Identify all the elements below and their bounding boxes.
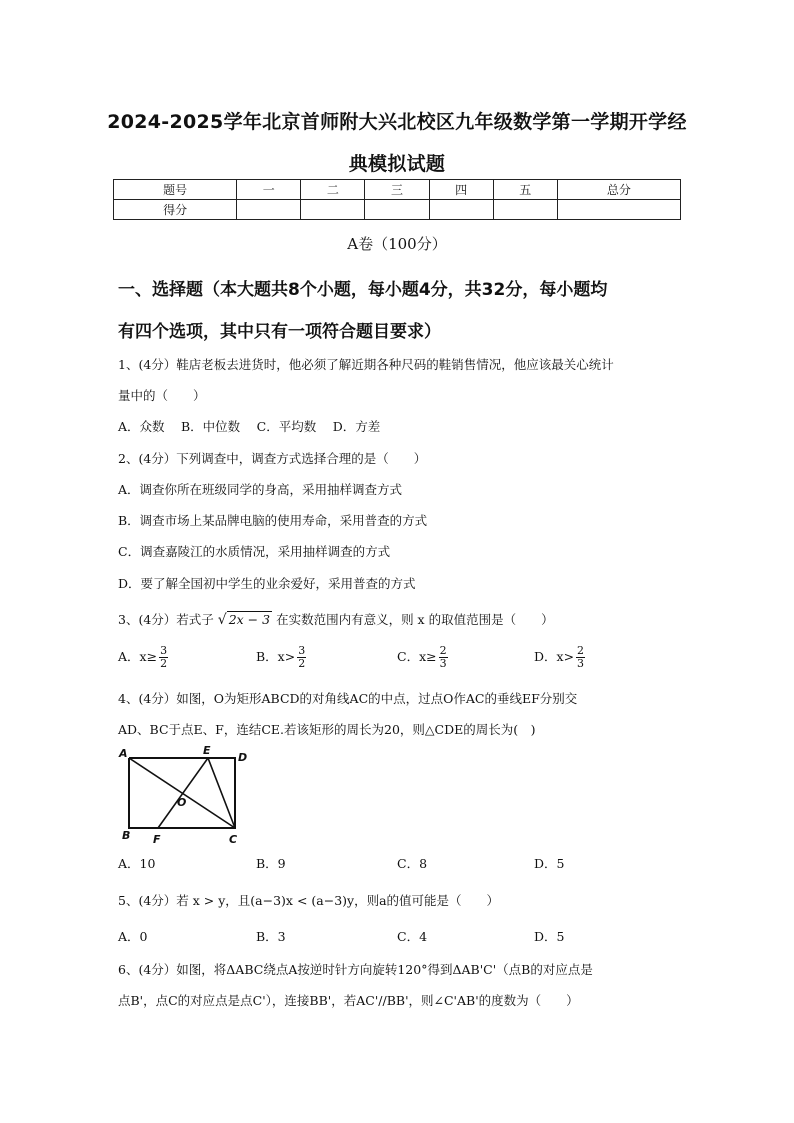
q6-stem-line1: 6、(4分）如图，将ΔABC绕点A按逆时针方向旋转120°得到ΔAB'C'（点B的对应点是 bbox=[118, 962, 593, 977]
exam-title-line2: 典模拟试题 bbox=[348, 153, 446, 175]
line-ef bbox=[158, 758, 208, 828]
q3-suffix: 在实数范围内有意义，则 x 的取值范围是（ ） bbox=[276, 612, 554, 627]
fraction-numerator: 2 bbox=[577, 644, 585, 657]
score-table-score-row bbox=[114, 200, 681, 220]
point-e-label: E bbox=[203, 744, 211, 757]
q5-option-b: B．3 bbox=[256, 929, 286, 944]
q1-options: A．众数 B．中位数 C．平均数 D．方差 bbox=[118, 419, 381, 434]
q3-prefix: 3、(4分）若式子 bbox=[118, 612, 214, 627]
score-table bbox=[113, 179, 681, 220]
q4-stem-line1: 4、(4分）如图，O为矩形ABCD的对角线AC的中点，过点O作AC的垂线EF分别交 bbox=[118, 691, 578, 706]
q4-stem-line2: AD、BC于点E、F，连结CE.若该矩形的周长为20，则△CDE的周长为( ) bbox=[118, 722, 536, 737]
q3-radicand: 2x − 3 bbox=[228, 612, 271, 627]
q2-stem: 2、(4分）下列调查中，调查方式选择合理的是（ ） bbox=[118, 451, 427, 466]
q2-option-d: D．要了解全国初中学生的业余爱好，采用普查的方式 bbox=[118, 576, 416, 591]
score-table-header-cell: 二 bbox=[301, 180, 365, 200]
q3-option-d bbox=[534, 645, 585, 670]
q4-option-c: C．8 bbox=[397, 856, 428, 871]
q1-stem-line1: 1、(4分）鞋店老板去进货时，他必须了解近期各种尺码的鞋销售情况，他应该最关心统计 bbox=[118, 357, 614, 372]
score-table-header-cell: 三 bbox=[365, 180, 429, 200]
diagonal-ac bbox=[129, 758, 235, 828]
q3-option-b bbox=[256, 645, 306, 670]
score-table-header-row bbox=[114, 180, 681, 200]
q5-stem: 5、(4分）若 x > y，且(a−3)x < (a−3)y，则a的值可能是（ ） bbox=[118, 893, 500, 908]
fraction-denominator: 2 bbox=[298, 657, 306, 670]
rectangle-figure bbox=[115, 744, 255, 850]
section1-heading-line1: 一、选择题（本大题共8个小题，每小题4分，共32分，每小题均 bbox=[118, 280, 608, 300]
q1-stem-line2: 量中的（ ） bbox=[118, 388, 206, 403]
q3-option-c bbox=[397, 645, 448, 670]
score-table-header-cell: 一 bbox=[237, 180, 301, 200]
section1-heading-line2: 有四个选项，其中只有一项符合题目要求） bbox=[118, 322, 441, 342]
fraction-denominator: 3 bbox=[577, 657, 585, 670]
point-o-label: O bbox=[177, 796, 187, 809]
score-table-header-cell: 五 bbox=[493, 180, 557, 200]
q5-option-a: A．0 bbox=[118, 929, 148, 944]
score-cell bbox=[365, 200, 429, 220]
q3-stem: 3、(4分）若式子 √ 2x − 3 在实数范围内有意义，则 x 的取值范围是（ ） bbox=[118, 612, 554, 628]
fraction-numerator: 3 bbox=[160, 644, 168, 657]
fraction-denominator: 2 bbox=[160, 657, 168, 670]
fraction-denominator: 3 bbox=[439, 657, 447, 670]
q3-option-label: A．x≥ bbox=[118, 649, 158, 664]
q4-option-a: A．10 bbox=[118, 856, 156, 871]
point-a-label: A bbox=[119, 747, 128, 760]
point-c-label: C bbox=[229, 833, 238, 846]
section-a-heading: A卷（100分） bbox=[347, 235, 447, 253]
score-table-header-cell: 总分 bbox=[557, 180, 680, 200]
score-cell bbox=[493, 200, 557, 220]
score-cell bbox=[557, 200, 680, 220]
q3-option-label: C．x≥ bbox=[397, 649, 437, 664]
fraction-numerator: 2 bbox=[439, 644, 447, 657]
q2-option-c: C．调查嘉陵江的水质情况，采用抽样调查的方式 bbox=[118, 544, 391, 559]
score-cell bbox=[237, 200, 301, 220]
point-b-label: B bbox=[122, 829, 131, 842]
q5-option-d: D．5 bbox=[534, 929, 565, 944]
score-table-header-cell: 题号 bbox=[114, 180, 237, 200]
q2-option-a: A．调查你所在班级同学的身高，采用抽样调查方式 bbox=[118, 482, 403, 497]
q4-option-b: B．9 bbox=[256, 856, 286, 871]
q2-option-b: B．调查市场上某品牌电脑的使用寿命，采用普查的方式 bbox=[118, 513, 428, 528]
fraction-numerator: 3 bbox=[298, 644, 306, 657]
q6-stem-line2: 点B'，点C的对应点是点C'），连接BB'，若AC'//BB'，则∠C'AB'的度数为（ ） bbox=[118, 993, 579, 1008]
score-table-header-cell: 四 bbox=[429, 180, 493, 200]
score-cell bbox=[301, 200, 365, 220]
score-row-label: 得分 bbox=[114, 200, 237, 220]
point-f-label: F bbox=[153, 833, 161, 846]
q5-option-c: C．4 bbox=[397, 929, 428, 944]
q3-option-a bbox=[118, 645, 168, 670]
q3-option-label: B．x> bbox=[256, 649, 296, 664]
q4-option-d: D．5 bbox=[534, 856, 565, 871]
q3-option-label: D．x> bbox=[534, 649, 575, 664]
point-d-label: D bbox=[238, 751, 248, 764]
score-cell bbox=[429, 200, 493, 220]
line-ce bbox=[208, 758, 235, 828]
exam-title-line1: 2024-2025学年北京首师附大兴北校区九年级数学第一学期开学经 bbox=[107, 111, 687, 133]
